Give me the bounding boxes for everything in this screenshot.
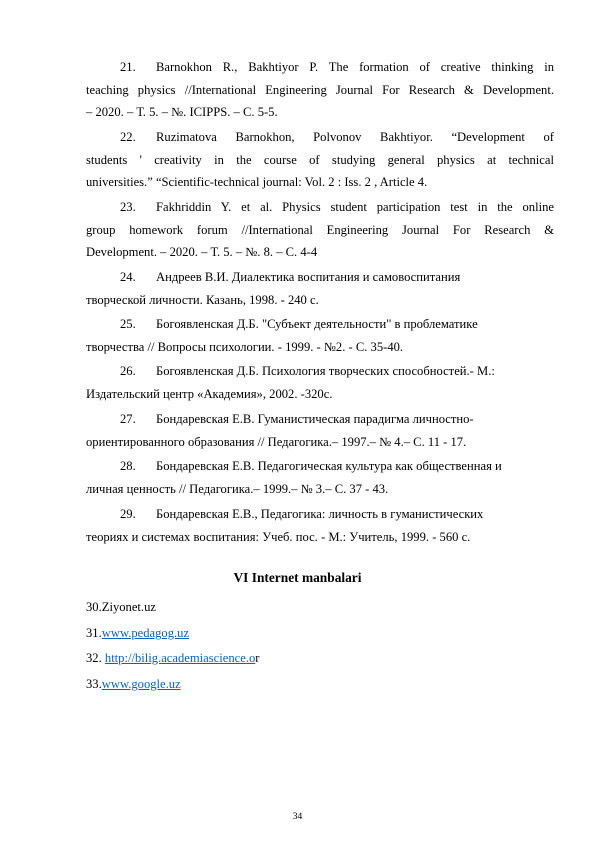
reference-text: Бондаревская Е.В. Гуманистическая парадигма личностно-: [156, 412, 474, 426]
source-number: 33.: [86, 677, 102, 691]
reference-item: [86, 56, 554, 124]
reference-text: universities.” “Scientific-technical journal: Vol. 2 : Iss. 2 , Article 4.: [86, 175, 428, 189]
reference-item: [86, 266, 554, 311]
reference-number: 26.: [120, 364, 136, 378]
reference-text: Богоявленская Д.Б. Психология творческих способностей.- М.:: [156, 364, 495, 378]
reference-item: [86, 360, 554, 405]
internet-source-item: [86, 622, 189, 645]
reference-text: Ruzimatova Barnokhon, Polvonov Bakhtiyor. “Development of: [156, 130, 554, 144]
reference-text: Издательский центр «Академия», 2002. -320с.: [86, 386, 333, 401]
reference-item: [86, 408, 554, 453]
reference-number: 25.: [120, 317, 136, 331]
source-number: 30.: [86, 600, 102, 614]
reference-text: group homework forum //International Engineering Journal For Research &: [86, 222, 554, 237]
reference-number: 28.: [120, 459, 136, 473]
reference-text: Богоявленская Д.Б. "Субъект деятельности" в проблематике: [156, 317, 478, 331]
reference-text: teaching physics //International Engineering Journal For Research & Development.: [86, 82, 554, 97]
reference-text: творчества // Вопросы психологии. - 1999. - №2. - С. 35-40.: [86, 339, 404, 354]
reference-number: 29.: [120, 507, 136, 521]
reference-item: [86, 126, 554, 194]
reference-text: Fakhriddin Y. et al. Physics student participation test in the online: [156, 200, 554, 214]
reference-number: 21.: [120, 60, 136, 74]
reference-item: [86, 313, 554, 358]
page-number: 34: [292, 812, 303, 822]
internet-source-item: [86, 673, 181, 696]
reference-number: 24.: [120, 270, 136, 284]
reference-text: Development. – 2020. – Т. 5. – №. 8. – С. 4-4: [86, 245, 318, 259]
google-link[interactable]: www.google.uz: [101, 677, 181, 691]
internet-source-item: [86, 596, 156, 619]
reference-text: Бондаревская Е.В., Педагогика: личность в гуманистических: [156, 507, 484, 521]
reference-text: личная ценность // Педагогика.– 1999.– № 3.– С. 37 - 43.: [86, 481, 389, 496]
reference-item: [86, 455, 554, 500]
reference-text: теориях и системах воспитания: Учеб. пос. - М.: Учитель, 1999. - 560 с.: [86, 529, 471, 544]
source-number: 32.: [86, 651, 105, 665]
pedagog-link[interactable]: www.pedagog.uz: [101, 626, 190, 640]
reference-number: 22.: [120, 130, 136, 144]
reference-text: – 2020. – Т. 5. – №. ICIPPS. – С. 5-5.: [86, 105, 278, 119]
reference-text: students ' creativity in the course of studying general physics at technical: [86, 152, 554, 167]
reference-text: Barnokhon R., Bakhtiyor P. The formation of creative thinking in: [156, 60, 554, 74]
internet-source-item: [86, 647, 259, 670]
reference-text: Бондаревская Е.В. Педагогическая культура как общественная и: [156, 459, 502, 473]
reference-item: [86, 196, 554, 264]
section-heading: VI Internet manbalari: [233, 570, 362, 585]
bilig-academiascience-link[interactable]: http://bilig.academiascience.o: [104, 651, 256, 665]
reference-text: ориентированного образования // Педагогика.– 1997.– № 4.– С. 11 - 17.: [86, 434, 467, 449]
reference-number: 27.: [120, 412, 136, 426]
reference-item: [86, 503, 554, 548]
reference-number: 23.: [120, 200, 136, 214]
reference-text: творческой личности. Казань, 1998. - 240 с.: [86, 292, 319, 307]
reference-text: Андреев В.И. Диалектика воспитания и самовоспитания: [156, 270, 461, 284]
source-number: 31.: [86, 626, 102, 640]
source-text: Ziyonet.uz: [101, 600, 156, 614]
source-suffix: r: [255, 651, 260, 665]
